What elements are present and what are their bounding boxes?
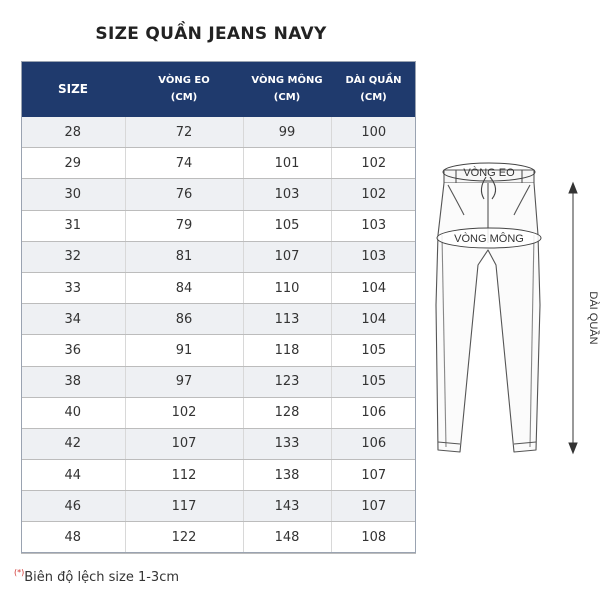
cell-length: 107 [331, 460, 416, 491]
cell-waist: 79 [125, 210, 243, 241]
table-row [21, 397, 416, 428]
pants-illustration [430, 155, 600, 465]
cell-hip: 118 [243, 335, 331, 366]
header-waist-label: VÒNG EO [158, 75, 210, 86]
table-row [21, 117, 416, 148]
cell-waist: 102 [125, 397, 243, 428]
length-label: DÀI QUẦN [587, 291, 599, 345]
cell-size: 38 [21, 366, 125, 397]
header-length-unit: (CM) [360, 92, 387, 103]
cell-waist: 122 [125, 522, 243, 553]
header-length [331, 61, 416, 117]
cell-length: 100 [331, 117, 416, 148]
header-hip-unit: (CM) [273, 92, 301, 103]
cell-length: 108 [331, 522, 416, 553]
header-hip [243, 61, 331, 117]
table-row [21, 522, 416, 553]
note-marker: (*) [14, 568, 25, 577]
table-row [21, 428, 416, 459]
cell-hip: 148 [243, 522, 331, 553]
table-header-row [21, 61, 416, 117]
cell-hip: 113 [243, 304, 331, 335]
table-row [21, 210, 416, 241]
cell-size: 30 [21, 179, 125, 210]
table-row [21, 366, 416, 397]
cell-waist: 86 [125, 304, 243, 335]
table-row [21, 460, 416, 491]
table-row [21, 148, 416, 179]
cell-size: 46 [21, 491, 125, 522]
size-note [14, 570, 179, 585]
page-title: SIZE QUẦN JEANS NAVY [95, 24, 327, 44]
cell-size: 33 [21, 272, 125, 303]
cell-hip: 123 [243, 366, 331, 397]
cell-size: 44 [21, 460, 125, 491]
cell-size: 34 [21, 304, 125, 335]
cell-length: 107 [331, 491, 416, 522]
hip-label: VÒNG MÔNG [454, 233, 524, 245]
cell-size: 42 [21, 428, 125, 459]
cell-length: 104 [331, 304, 416, 335]
table-row [21, 491, 416, 522]
cell-hip: 99 [243, 117, 331, 148]
cell-waist: 97 [125, 366, 243, 397]
table-body [21, 117, 416, 553]
cell-size: 31 [21, 210, 125, 241]
header-hip-label: VÒNG MÔNG [251, 75, 323, 86]
cell-length: 103 [331, 210, 416, 241]
cell-size: 28 [21, 117, 125, 148]
cell-hip: 128 [243, 397, 331, 428]
header-waist-unit: (CM) [170, 92, 198, 103]
cell-waist: 112 [125, 460, 243, 491]
cell-length: 106 [331, 428, 416, 459]
cell-length: 103 [331, 241, 416, 272]
size-table [21, 61, 416, 554]
cell-waist: 76 [125, 179, 243, 210]
cell-hip: 133 [243, 428, 331, 459]
cell-length: 106 [331, 397, 416, 428]
table-row [21, 304, 416, 335]
waist-label: VÒNG EO [463, 167, 515, 179]
cell-waist: 91 [125, 335, 243, 366]
cell-hip: 103 [243, 179, 331, 210]
cell-hip: 107 [243, 241, 331, 272]
cell-length: 102 [331, 148, 416, 179]
cell-waist: 107 [125, 428, 243, 459]
cell-waist: 81 [125, 241, 243, 272]
cell-length: 105 [331, 366, 416, 397]
cell-hip: 143 [243, 491, 331, 522]
cell-length: 102 [331, 179, 416, 210]
cell-size: 48 [21, 522, 125, 553]
header-size: SIZE [21, 61, 125, 117]
table-row [21, 335, 416, 366]
cell-waist: 74 [125, 148, 243, 179]
table-row [21, 272, 416, 303]
cell-size: 32 [21, 241, 125, 272]
cell-waist: 84 [125, 272, 243, 303]
cell-length: 104 [331, 272, 416, 303]
cell-size: 40 [21, 397, 125, 428]
cell-hip: 110 [243, 272, 331, 303]
cell-waist: 117 [125, 491, 243, 522]
header-waist [125, 61, 243, 117]
note-text: Biên độ lệch size 1-3cm [24, 570, 179, 585]
cell-hip: 101 [243, 148, 331, 179]
cell-size: 29 [21, 148, 125, 179]
cell-size: 36 [21, 335, 125, 366]
table-row [21, 179, 416, 210]
pants-diagram [430, 155, 600, 465]
cell-waist: 72 [125, 117, 243, 148]
header-length-label: DÀI QUẦN [345, 75, 402, 86]
table-row [21, 241, 416, 272]
cell-length: 105 [331, 335, 416, 366]
cell-hip: 138 [243, 460, 331, 491]
cell-hip: 105 [243, 210, 331, 241]
